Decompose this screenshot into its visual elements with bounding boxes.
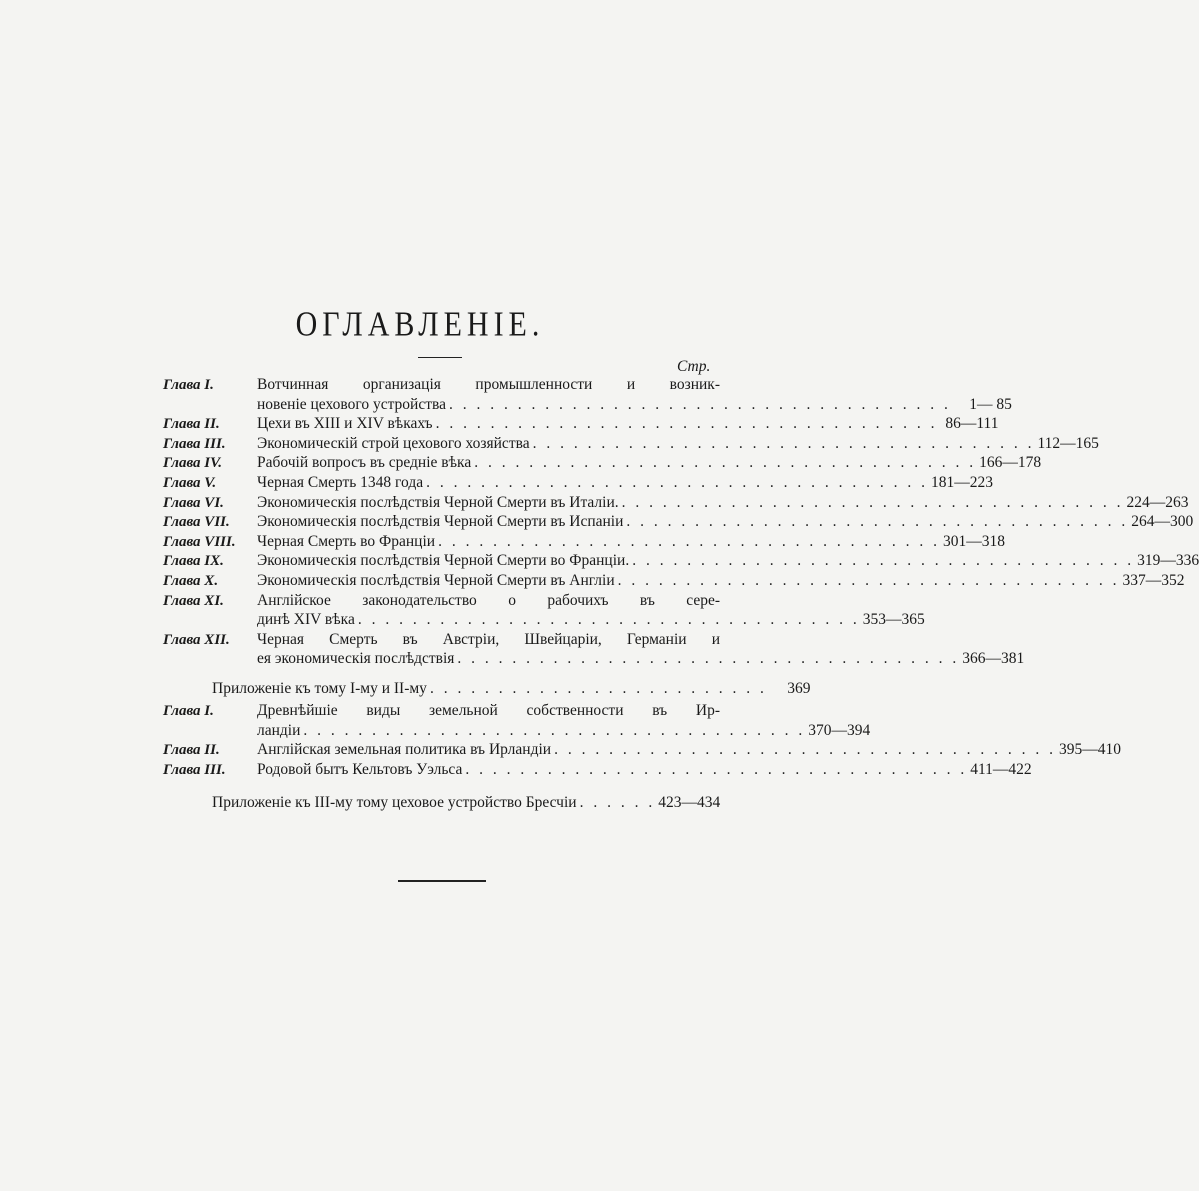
chapter-label: Глава II. bbox=[163, 416, 220, 433]
chapter-label: Глава IX. bbox=[163, 553, 224, 570]
page-number: 370—394 bbox=[808, 721, 871, 739]
page-number: 166—178 bbox=[979, 454, 1042, 472]
page-number: 224—263 bbox=[1126, 493, 1189, 511]
chapter-label: Глава V. bbox=[163, 475, 217, 491]
page-number: 369 bbox=[787, 680, 811, 697]
entry-title: Экономическія послѣдствія Черной Смерти во Франціи. bbox=[257, 552, 630, 570]
page-number: 319—336 bbox=[1137, 552, 1199, 570]
page-number: 411—422 bbox=[970, 760, 1032, 778]
entry-title: Экономическія послѣдствія Черной Смерти въ Испаніи bbox=[257, 513, 624, 531]
page-number: 1— 85 bbox=[969, 395, 1012, 413]
dot-leader: . . . . . . . . . . . . . . . . . . . . . . . . . . . . . . . . . . . . . bbox=[448, 395, 951, 413]
entry-title: Англійское законодательство о рабочихъ въ сере- bbox=[257, 591, 720, 609]
dot-leader: . . . . . . . . . . . . . . . . . . . . . . . . . . . . . . . . . . . . . bbox=[474, 454, 977, 472]
entry-title: Цехи въ XIII и XIV вѣкахъ bbox=[257, 415, 433, 433]
entry-title: Рабочій вопросъ въ средніе вѣка bbox=[257, 454, 472, 472]
entry-title: Черная Смерть 1348 года bbox=[257, 474, 424, 491]
toc-entry-line bbox=[257, 630, 720, 650]
entry-title: Вотчинная организація промышленности и возник- bbox=[257, 376, 720, 393]
page-number: 366—381 bbox=[962, 650, 1025, 668]
dot-leader: . . . . . . . . . . . . . . . . . . . . . . . . . . . . . . . . . . . . . bbox=[617, 572, 1120, 589]
dot-leader: . . . . . . . . . . . . . . . . . . . . . . . . . . . . . . . . . . . . . bbox=[303, 721, 806, 739]
chapter-label: Глава VIII. bbox=[163, 533, 236, 550]
dot-leader: . . . . . . . . . . . . . . . . . . . . . . . . . . . . . . . . . . . . . bbox=[632, 552, 1135, 570]
toc-entry-line bbox=[257, 512, 1194, 532]
appendix-title: Приложеніе къ III-му тому цеховое устройство Бресчіи bbox=[212, 794, 577, 812]
dot-leader: . . . . . . . . . . . . . . . . . . . . . . . . . . . . . . . . . . . . . bbox=[465, 760, 968, 778]
toc-entry-line bbox=[257, 610, 925, 630]
entry-title: новеніе цехового устройства bbox=[257, 395, 446, 413]
toc-entry-line bbox=[257, 375, 720, 395]
closing-rule bbox=[398, 880, 486, 882]
page-number: 112—165 bbox=[1037, 434, 1099, 452]
toc-entry-line bbox=[257, 473, 993, 493]
toc-entry-line bbox=[257, 395, 1012, 415]
page-title: ОГЛАВЛЕНІЕ. bbox=[295, 305, 545, 344]
chapter-label: Глава I. bbox=[163, 703, 214, 719]
toc-entry-line bbox=[257, 721, 871, 741]
entry-title: Экономическій строй цехового хозяйства bbox=[257, 434, 530, 452]
dot-leader: . . . . . . bbox=[579, 794, 656, 812]
entry-title: Экономическія послѣдствія Черной Смерти въ Италіи. bbox=[257, 493, 619, 511]
page-number: 337—352 bbox=[1122, 572, 1185, 589]
dot-leader: . . . . . . . . . . . . . . . . . . . . . . . . . . . . . . . . . . . . . bbox=[532, 434, 1035, 452]
toc-entry-line bbox=[257, 551, 1199, 571]
toc-entry-line bbox=[257, 740, 1121, 760]
toc-entry-line bbox=[257, 571, 1185, 591]
page-number: 301—318 bbox=[942, 532, 1005, 550]
title-rule bbox=[418, 357, 462, 358]
entry-title: динѣ XIV вѣка bbox=[257, 611, 355, 629]
entry-title: ея экономическія послѣдствія bbox=[257, 650, 455, 668]
chapter-label: Глава X. bbox=[163, 573, 219, 589]
page-number: 181—223 bbox=[930, 474, 993, 491]
chapter-label: Глава II. bbox=[163, 742, 220, 759]
appendix-line bbox=[212, 679, 811, 699]
entry-title: Черная Смерть во Франціи bbox=[257, 532, 436, 550]
chapter-label: Глава III. bbox=[163, 761, 226, 778]
toc-entry-line bbox=[257, 591, 720, 611]
page-number: 264—300 bbox=[1131, 513, 1194, 531]
toc-entry-line bbox=[257, 493, 1189, 513]
appendix-line bbox=[212, 793, 720, 813]
toc-entry-line bbox=[257, 434, 1099, 454]
chapter-label: Глава I. bbox=[163, 377, 214, 393]
entry-title: Родовой бытъ Кельтовъ Уэльса bbox=[257, 760, 463, 778]
appendix-title: Приложеніе къ тому I-му и II-му bbox=[212, 680, 427, 697]
entry-title: Англійская земельная политика въ Ирландіи bbox=[257, 741, 552, 759]
dot-leader: . . . . . . . . . . . . . . . . . . . . . . . . . . . . . . . . . . . . . bbox=[438, 532, 940, 550]
dot-leader: . . . . . . . . . . . . . . . . . . . . . . . . . . . . . . . . . . . . . bbox=[554, 741, 1056, 759]
dot-leader: . . . . . . . . . . . . . . . . . . . . . . . . . bbox=[429, 680, 767, 697]
dot-leader: . . . . . . . . . . . . . . . . . . . . . . . . . . . . . . . . . . . . . bbox=[357, 611, 860, 629]
entry-title: Древнѣйшіе виды земельной собственности въ Ир- bbox=[257, 702, 720, 719]
chapter-label: Глава XII. bbox=[163, 631, 230, 648]
entry-title: Экономическія послѣдствія Черной Смерти въ Англіи bbox=[257, 572, 615, 589]
dot-leader: . . . . . . . . . . . . . . . . . . . . . . . . . . . . . . . . . . . . . bbox=[626, 513, 1129, 531]
chapter-label: Глава VI. bbox=[163, 494, 224, 511]
chapter-label: Глава VII. bbox=[163, 514, 230, 531]
chapter-label: Глава IV. bbox=[163, 455, 222, 472]
toc-entry-line bbox=[257, 760, 1032, 780]
chapter-label: Глава XI. bbox=[163, 592, 224, 609]
page-number: 353—365 bbox=[862, 611, 925, 629]
dot-leader: . . . . . . . . . . . . . . . . . . . . . . . . . . . . . . . . . . . . . bbox=[435, 415, 938, 433]
toc-entry-line bbox=[257, 649, 1025, 669]
page-number: 86—111 bbox=[945, 415, 999, 433]
dot-leader: . . . . . . . . . . . . . . . . . . . . . . . . . . . . . . . . . . . . . bbox=[621, 493, 1124, 511]
entry-title: Черная Смерть въ Австріи, Швейцаріи, Германіи и bbox=[257, 630, 720, 648]
page-column-label: Стр. bbox=[677, 358, 711, 375]
toc-entry-line bbox=[257, 414, 999, 434]
toc-entry-line bbox=[257, 532, 1005, 552]
toc-entry-line bbox=[257, 453, 1042, 473]
dot-leader: . . . . . . . . . . . . . . . . . . . . . . . . . . . . . . . . . . . . . bbox=[426, 474, 928, 491]
dot-leader: . . . . . . . . . . . . . . . . . . . . . . . . . . . . . . . . . . . . . bbox=[457, 650, 960, 668]
entry-title: ландіи bbox=[257, 721, 301, 739]
chapter-label: Глава III. bbox=[163, 435, 226, 452]
page-number: 423—434 bbox=[658, 794, 721, 812]
toc-entry-line bbox=[257, 701, 720, 721]
page-number: 395—410 bbox=[1058, 741, 1121, 759]
